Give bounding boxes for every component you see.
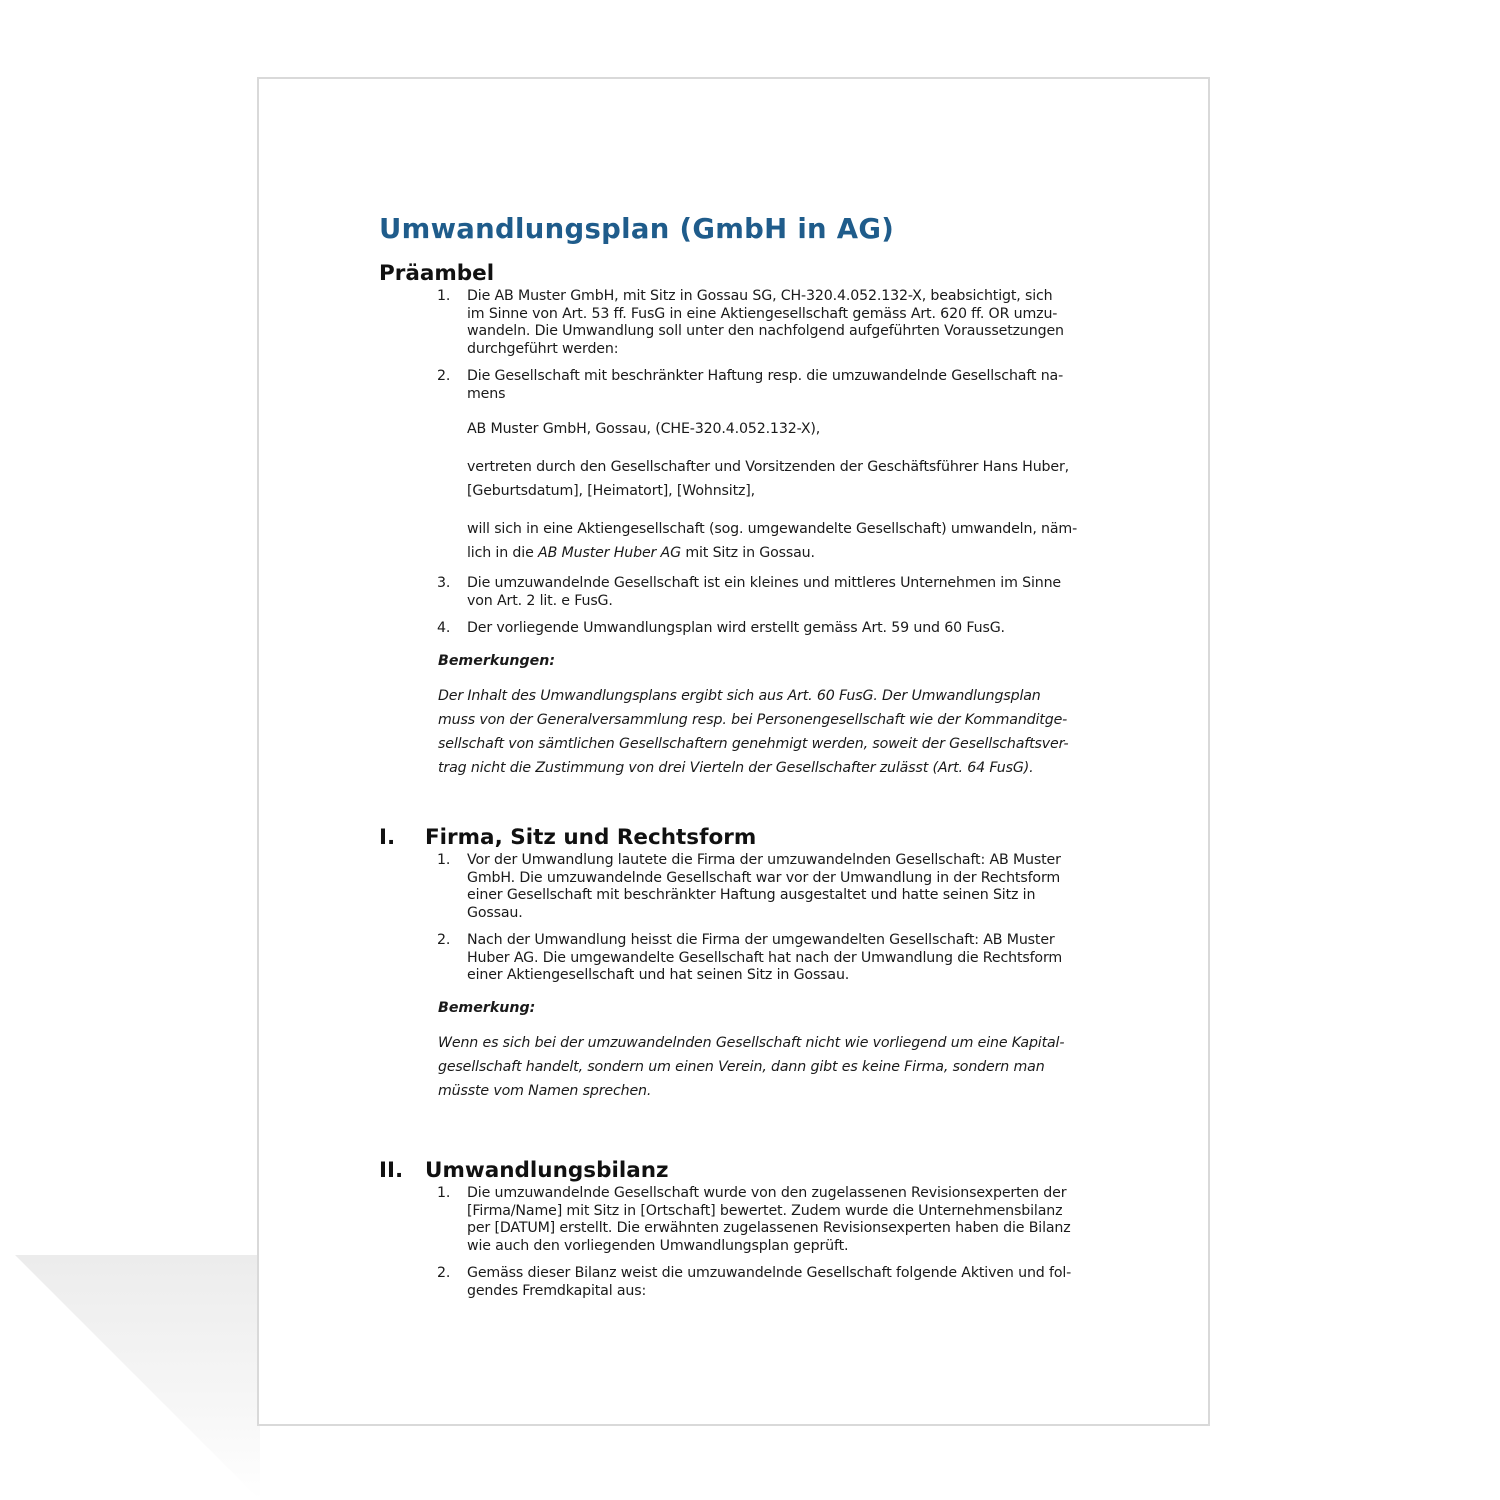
section-preamble bbox=[379, 260, 1139, 781]
section-list bbox=[379, 852, 1139, 985]
page-shadow bbox=[15, 1255, 260, 1500]
item-number: 1. bbox=[437, 288, 451, 304]
item-number: 4. bbox=[437, 620, 451, 636]
list-item bbox=[379, 932, 1139, 985]
company-line: AB Muster GmbH, Gossau, (CHE-320.4.052.132-X), bbox=[467, 421, 821, 437]
section-firma bbox=[379, 824, 1139, 1103]
list-item bbox=[379, 1185, 1139, 1255]
document-page[interactable] bbox=[257, 77, 1210, 1426]
representative-text: vertreten durch den Gesellschafter und Vorsitzenden der Geschäftsführer Hans Huber, [Geburtsdatum], [Heimatort], [Wohnsitz], bbox=[467, 459, 1070, 499]
list-item bbox=[379, 575, 1139, 610]
item-text: Die umzuwandelnde Gesellschaft wurde von den zugelassenen Revisionsexperten der [Firma/Name] mit Sitz in [Ortschaft] bewertet. Zudem wurde die Unternehmensbilanz per [DATUM] erstellt. Die erwähnten zugelassenen Revisionsexperten haben die Bilanz wie auch den vorliegenden Umwandlungsplan geprüft. bbox=[467, 1185, 1071, 1254]
section-heading: I. Firma, Sitz und Rechtsform bbox=[379, 825, 757, 850]
remark-text: Der Inhalt des Umwandlungsplans ergibt sich aus Art. 60 FusG. Der Umwandlungsplan muss von der Generalversammlung resp. bei Personengesellschaft wie der Kommanditge- sellschaft von sämtlichen Gesellschaftern genehmigt werden, soweit der Gesellschaftsver- trag nicht die Zustimmung von drei Vierteln der Gesellschafter zulässt (Art. 64 FusG). bbox=[438, 687, 1069, 777]
item-number: 2. bbox=[437, 368, 451, 384]
item-text: Vor der Umwandlung lautete die Firma der umzuwandelnden Gesellschaft: AB Muster GmbH. Die umzuwandelnde Gesellschaft war vor der Umwandlung in der Rechtsform einer Gesellschaft mit beschränkter Haftung ausgestaltet und hatte seinen Sitz in Gossau. bbox=[467, 852, 1061, 921]
list-item bbox=[379, 1265, 1139, 1300]
remark-title: Bemerkungen: bbox=[438, 652, 556, 669]
item-text: Die umzuwandelnde Gesellschaft ist ein kleines und mittleres Unternehmen im Sinne von Art. 2 lit. e FusG. bbox=[467, 575, 1062, 609]
section-bilanz bbox=[379, 1157, 1139, 1310]
preamble-list bbox=[379, 288, 1139, 638]
section-list bbox=[379, 1185, 1139, 1300]
item-number: 2. bbox=[437, 932, 451, 948]
list-item bbox=[379, 288, 1139, 358]
document-title: Umwandlungsplan (GmbH in AG) bbox=[379, 213, 895, 245]
conversion-text: will sich in eine Aktiengesellschaft (sog. umgewandelte Gesellschaft) umwandeln, näm- lich in die AB Muster Huber AG mit Sitz in Gossau. bbox=[467, 521, 1078, 561]
preamble-heading: Präambel bbox=[379, 261, 495, 286]
list-item bbox=[379, 620, 1139, 638]
section-heading: II. Umwandlungsbilanz bbox=[379, 1158, 669, 1183]
preamble-remark bbox=[379, 652, 1139, 781]
item-text: Nach der Umwandlung heisst die Firma der umgewandelten Gesellschaft: AB Muster Huber AG. Die umgewandelte Gesellschaft hat nach der Umwandlung die Rechtsform einer Aktiengesellschaft und hat seinen Sitz in Gossau. bbox=[467, 932, 1063, 983]
list-item bbox=[379, 852, 1139, 922]
item-number: 3. bbox=[437, 575, 451, 591]
item-number: 1. bbox=[437, 852, 451, 868]
list-item bbox=[379, 368, 1139, 565]
item-text: Die Gesellschaft mit beschränkter Haftung resp. die umzuwandelnde Gesellschaft na- mens bbox=[467, 368, 1064, 402]
section-remark bbox=[379, 999, 1139, 1104]
document-content bbox=[379, 212, 1139, 1299]
item-text: Die AB Muster GmbH, mit Sitz in Gossau SG, CH-320.4.052.132-X, beabsichtigt, sich im Sinne von Art. 53 ff. FusG in eine Aktiengesellschaft gemäss Art. 620 ff. OR umzu- wandeln. Die Umwandlung soll unter den nachfolgend aufgeführten Voraussetzungen durchgeführt werden: bbox=[467, 288, 1064, 357]
remark-text: Wenn es sich bei der umzuwandelnden Gesellschaft nicht wie vorliegend um eine Kapital- gesellschaft handelt, sondern um einen Verein, dann gibt es keine Firma, sondern man müsste vom Namen sprechen. bbox=[438, 1034, 1065, 1100]
remark-title: Bemerkung: bbox=[438, 999, 536, 1016]
item-text: Der vorliegende Umwandlungsplan wird erstellt gemäss Art. 59 und 60 FusG. bbox=[467, 620, 1005, 636]
item-number: 1. bbox=[437, 1185, 451, 1201]
item-text: Gemäss dieser Bilanz weist die umzuwandelnde Gesellschaft folgende Aktiven und fol- gendes Fremdkapital aus: bbox=[467, 1265, 1072, 1299]
item-number: 2. bbox=[437, 1265, 451, 1281]
